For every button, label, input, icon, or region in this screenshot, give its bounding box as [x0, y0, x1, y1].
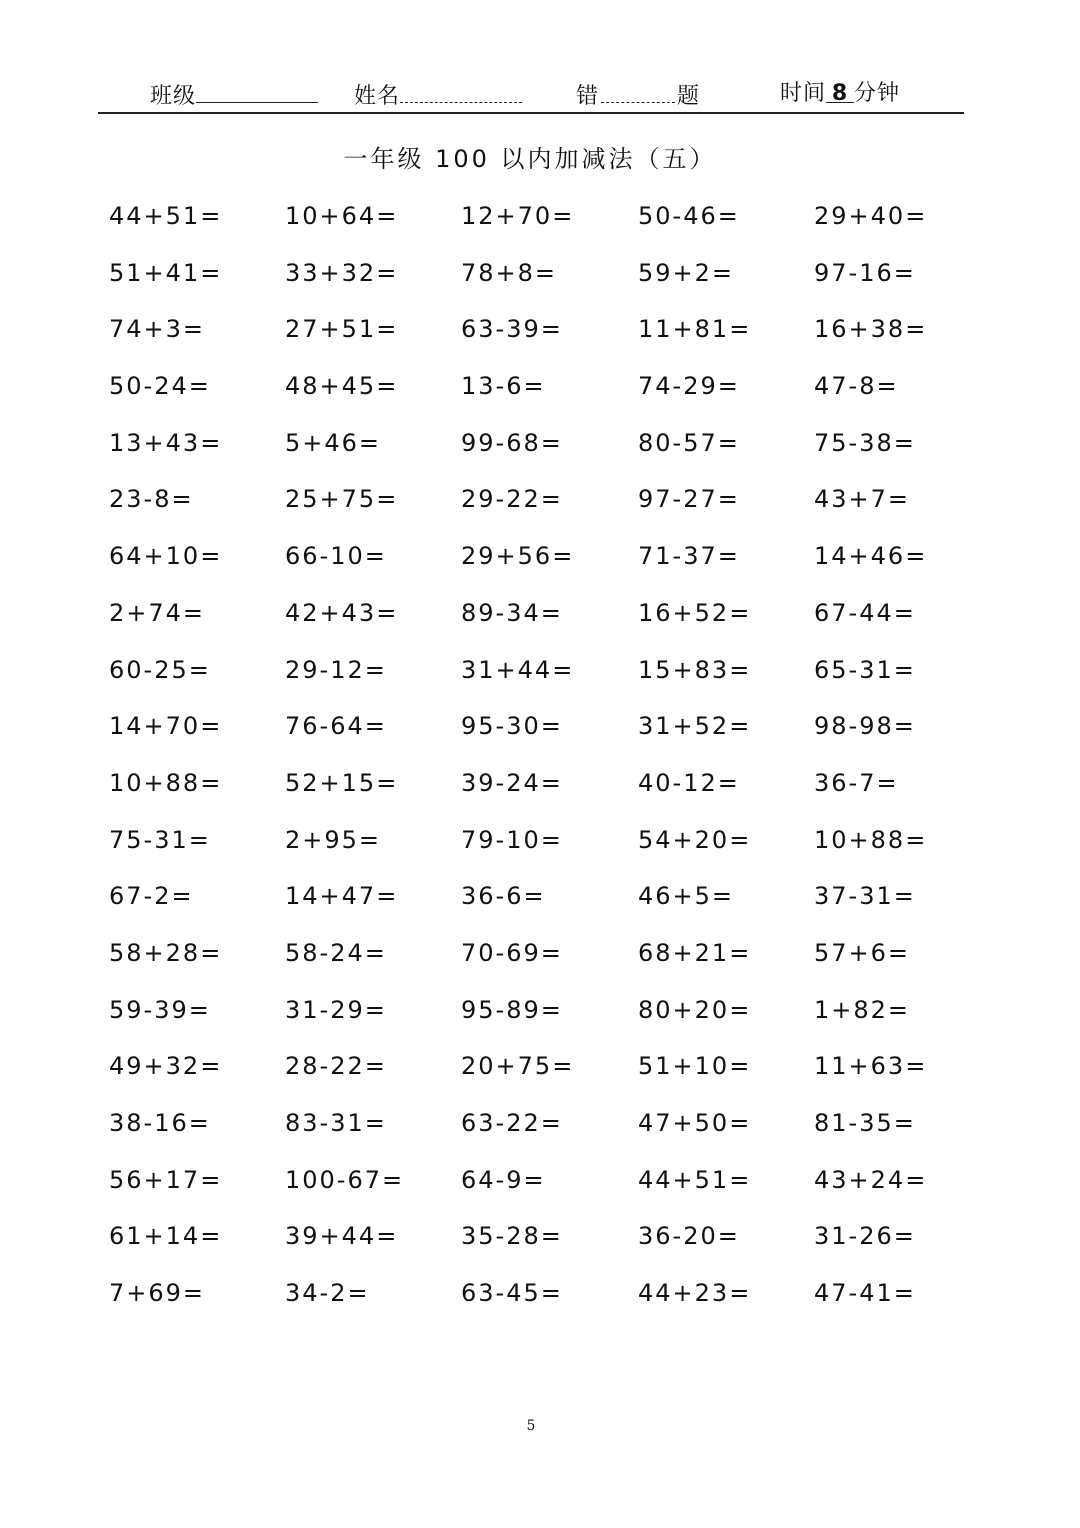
problem-item: 58+28= [109, 938, 223, 967]
class-blank[interactable] [196, 80, 318, 103]
problem-item: 29-12= [285, 655, 387, 684]
errors-field [576, 80, 700, 111]
problem-item: 76-64= [285, 712, 387, 741]
problem-item: 74+3= [109, 315, 206, 344]
problem-item: 60-25= [109, 655, 211, 684]
problem-item: 63-45= [461, 1279, 563, 1308]
worksheet-header [98, 74, 964, 114]
problem-item: 75-38= [814, 428, 916, 457]
problem-item: 34-2= [285, 1279, 370, 1308]
problem-item: 14+47= [285, 882, 399, 911]
problem-item: 12+70= [461, 202, 575, 230]
problem-item: 49+32= [109, 1052, 223, 1081]
problem-item: 13+43= [109, 428, 223, 457]
problem-item: 11+81= [638, 315, 752, 344]
problem-item: 50-24= [109, 372, 211, 401]
problem-item: 31+44= [461, 655, 575, 684]
problem-item: 95-30= [461, 712, 563, 741]
problem-item: 10+88= [109, 768, 223, 797]
problem-item: 23-8= [109, 485, 194, 514]
problem-item: 64+10= [109, 542, 223, 571]
problem-item: 81-35= [814, 1109, 916, 1137]
problem-item: 35-28= [461, 1222, 563, 1251]
problem-item: 36-20= [638, 1222, 740, 1251]
problem-item: 29+40= [814, 202, 928, 230]
problem-item: 97-27= [638, 485, 740, 514]
time-value: 8 [826, 80, 854, 103]
problem-item: 95-89= [461, 995, 563, 1024]
problem-item: 100-67= [285, 1165, 405, 1194]
problem-item: 70-69= [461, 938, 563, 967]
errors-prefix: 错 [576, 84, 600, 109]
problem-item: 11+63= [814, 1052, 928, 1081]
problem-item: 50-46= [638, 202, 740, 230]
problem-item: 58-24= [285, 938, 387, 967]
errors-blank[interactable] [601, 80, 675, 103]
problem-item: 71-37= [638, 542, 740, 571]
problem-item: 25+75= [285, 485, 399, 514]
problem-item: 64-9= [461, 1165, 546, 1194]
problem-item: 31-29= [285, 995, 387, 1024]
problem-item: 99-68= [461, 428, 563, 457]
problem-item: 27+51= [285, 315, 399, 344]
problem-item: 37-31= [814, 882, 916, 911]
problem-item: 36-6= [461, 882, 546, 911]
problem-item: 61+14= [109, 1222, 223, 1251]
problem-item: 38-16= [109, 1109, 211, 1137]
problem-item: 83-31= [285, 1109, 387, 1137]
problem-item: 39+44= [285, 1222, 399, 1251]
problem-item: 44+51= [638, 1165, 752, 1194]
problem-item: 65-31= [814, 655, 916, 684]
time-prefix: 时间 [780, 81, 827, 106]
problem-item: 74-29= [638, 372, 740, 401]
problem-item: 51+10= [638, 1052, 752, 1081]
problem-item: 2+74= [109, 598, 206, 627]
problem-item: 5+46= [285, 428, 382, 457]
problem-item: 56+17= [109, 1165, 223, 1194]
problem-item: 59+2= [638, 258, 735, 287]
problem-item: 51+41= [109, 258, 223, 287]
problem-item: 47-8= [814, 372, 899, 401]
name-label: 姓名 [354, 84, 401, 109]
time-suffix: 分钟 [854, 81, 901, 106]
problem-item: 20+75= [461, 1052, 575, 1081]
problem-item: 14+70= [109, 712, 223, 741]
problem-item: 40-12= [638, 768, 740, 797]
problem-grid [109, 196, 989, 1330]
problem-item: 39-24= [461, 768, 563, 797]
name-blank[interactable] [400, 80, 522, 103]
name-field [354, 80, 522, 111]
problem-item: 44+51= [109, 202, 223, 230]
problem-item: 16+38= [814, 315, 928, 344]
page-number: 5 [526, 1418, 536, 1434]
problem-item: 78+8= [461, 258, 558, 287]
problem-item: 67-44= [814, 598, 916, 627]
problem-item: 29-22= [461, 485, 563, 514]
problem-item: 67-2= [109, 882, 194, 911]
class-label: 班级 [150, 84, 197, 109]
problem-item: 97-16= [814, 258, 916, 287]
problem-item: 43+7= [814, 485, 911, 514]
problem-item: 33+32= [285, 258, 399, 287]
problem-item: 48+45= [285, 372, 399, 401]
problem-item: 98-98= [814, 712, 916, 741]
problem-item: 36-7= [814, 768, 899, 797]
problem-item: 66-10= [285, 542, 387, 571]
problem-item: 31+52= [638, 712, 752, 741]
problem-item: 14+46= [814, 542, 928, 571]
problem-item: 47-41= [814, 1279, 916, 1308]
class-field [150, 80, 318, 111]
problem-item: 59-39= [109, 995, 211, 1024]
problem-item: 89-34= [461, 598, 563, 627]
problem-item: 80+20= [638, 995, 752, 1024]
problem-item: 43+24= [814, 1165, 928, 1194]
problem-item: 46+5= [638, 882, 735, 911]
problem-item: 10+88= [814, 825, 928, 854]
problem-item: 75-31= [109, 825, 211, 854]
problem-item: 29+56= [461, 542, 575, 571]
worksheet-title: 一年级 100 以内加减法（五） [343, 145, 717, 173]
problem-item: 15+83= [638, 655, 752, 684]
problem-item: 10+64= [285, 202, 399, 230]
problem-item: 44+23= [638, 1279, 752, 1308]
problem-item: 7+69= [109, 1279, 206, 1308]
problem-item: 52+15= [285, 768, 399, 797]
time-field [780, 80, 900, 108]
problem-item: 63-39= [461, 315, 563, 344]
problem-item: 68+21= [638, 938, 752, 967]
problem-item: 13-6= [461, 372, 546, 401]
problem-item: 31-26= [814, 1222, 916, 1251]
problem-item: 2+95= [285, 825, 382, 854]
problem-item: 63-22= [461, 1109, 563, 1137]
problem-item: 42+43= [285, 598, 399, 627]
problem-item: 54+20= [638, 825, 752, 854]
problem-item: 16+52= [638, 598, 752, 627]
problem-item: 1+82= [814, 995, 911, 1024]
problem-item: 28-22= [285, 1052, 387, 1081]
errors-suffix: 题 [677, 84, 701, 109]
problem-item: 47+50= [638, 1109, 752, 1137]
problem-item: 79-10= [461, 825, 563, 854]
problem-item: 57+6= [814, 938, 911, 967]
problem-item: 80-57= [638, 428, 740, 457]
